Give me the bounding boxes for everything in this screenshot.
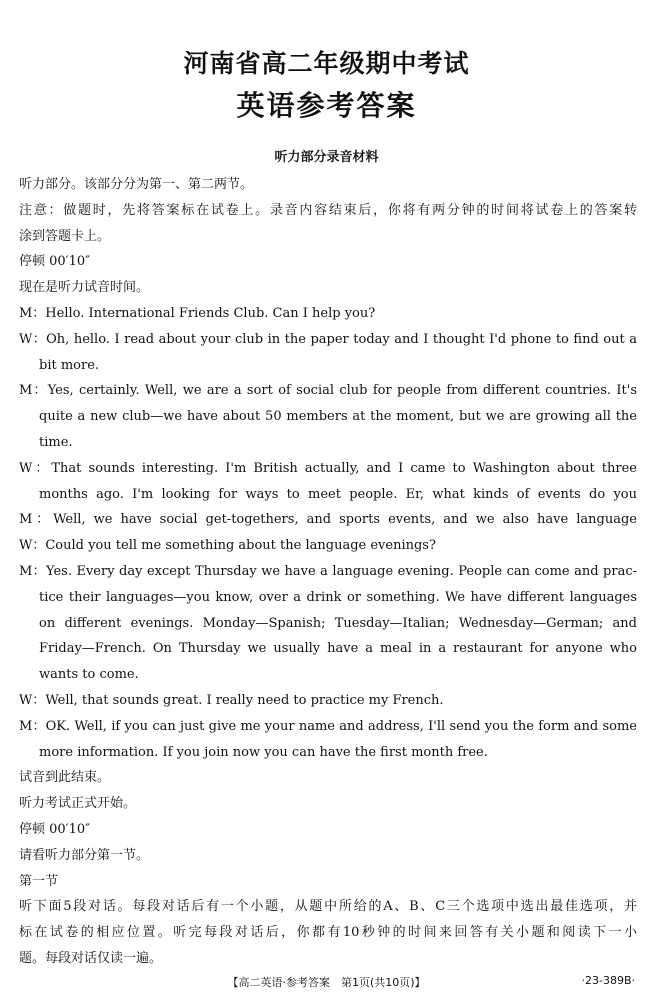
dialogue-line: on different evenings. Monday—Spanish; Tuesday—Italian; Wednesday—German; and — [39, 615, 637, 631]
dialogue-line: bit more. — [39, 357, 100, 373]
text-line: 现在是听力试音时间。 — [19, 280, 150, 296]
text-line: 停顿 00′10″ — [19, 254, 91, 270]
text-line: 请看听力部分第一节。 — [19, 847, 150, 863]
section-heading: 第一节 — [19, 873, 59, 889]
footer-page-info: 【高二英语·参考答案 第1页(共10页)】 — [227, 976, 426, 989]
transcript-body — [19, 172, 637, 972]
dialogue-line: tice their languages—you know, over a drink or something. We have different languages — [39, 589, 637, 605]
dialogue-line: Friday—French. On Thursday we usually have a meal in a restaurant for anyone who — [39, 641, 637, 657]
dialogue-line: quite a new club—we have about 50 members at the moment, but we are growing all the — [39, 409, 637, 425]
dialogue-line: M：Well, we have social get-togethers, and sports events, and we also have language — [19, 512, 637, 528]
dialogue-line: W：That sounds interesting. I'm British actually, and I came to Washington about three — [19, 460, 637, 476]
dialogue-line: M：OK. Well, if you can just give me your name and address, I'll send you the form and some — [19, 718, 637, 734]
text-line: 涂到答题卡上。 — [19, 228, 111, 244]
dialogue-line: more information. If you join now you can have the first month free. — [39, 744, 488, 760]
dialogue-line: M：Yes, certainly. Well, we are a sort of social club for people from different countries. It's — [19, 383, 637, 399]
dialogue-line: W：Could you tell me something about the language evenings? — [19, 538, 436, 554]
text-line: 听力部分。该部分分为第一、第二两节。 — [19, 177, 254, 192]
text-line: 标在试卷的相应位置。听完每段对话后，你都有10秒钟的时间来回答有关小题和阅读下一小 — [19, 925, 637, 941]
dialogue-line: time. — [39, 434, 73, 450]
dialogue-line: M：Hello. International Friends Club. Can I help you? — [19, 305, 376, 321]
text-line: 听下面5段对话。每段对话后有一个小题，从题中所给的A、B、C三个选项中选出最佳选项，并 — [19, 899, 637, 915]
text-line: 题。每段对话仅读一遍。 — [19, 950, 163, 966]
text-line: 听力考试正式开始。 — [19, 796, 137, 812]
dialogue-line: W：Oh, hello. I read about your club in the paper today and I thought I'd phone to find out a — [19, 331, 637, 347]
footer-code: ·23-389B· — [581, 974, 635, 987]
dialogue-line: wants to come. — [39, 667, 139, 683]
dialogue-line: M：Yes. Every day except Thursday we have a language evening. People can come and prac- — [19, 563, 637, 579]
dialogue-line: W：Well, that sounds great. I really need to practice my French. — [19, 692, 444, 708]
section-title: 听力部分录音材料 — [274, 150, 379, 165]
text-line: 试音到此结束。 — [19, 770, 111, 786]
text-line: 停顿 00′10″ — [19, 821, 91, 837]
text-line: 注意：做题时，先将答案标在试卷上。录音内容结束后，你将有两分钟的时间将试卷上的答案转 — [19, 202, 637, 218]
document-subtitle: 英语参考答案 — [236, 89, 417, 122]
document-title: 河南省高二年级期中考试 — [183, 49, 470, 78]
dialogue-line: months ago. I'm looking for ways to meet people. Er, what kinds of events do you — [39, 486, 637, 502]
